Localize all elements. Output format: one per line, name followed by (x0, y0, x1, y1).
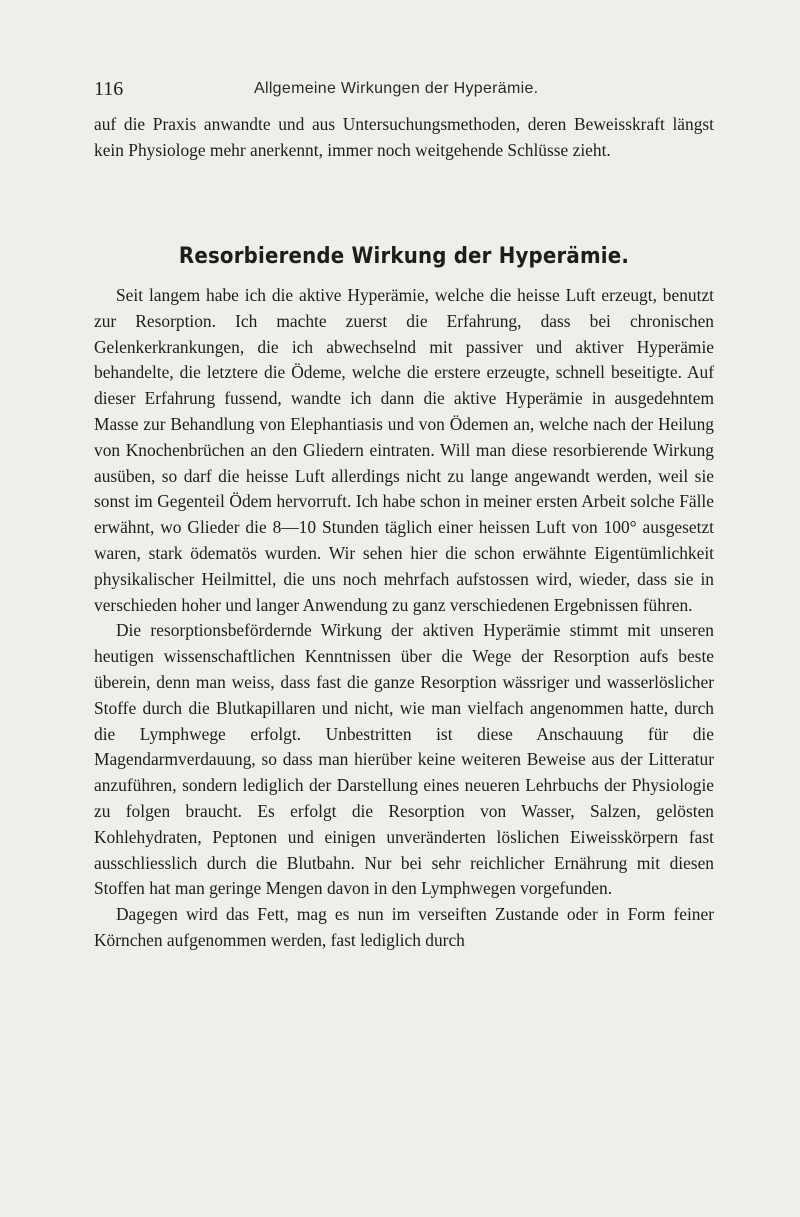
page-number: 116 (94, 78, 124, 100)
page-header (94, 78, 714, 104)
running-head: Allgemeine Wirkungen der Hyperämie. (254, 80, 539, 97)
intro-text (94, 112, 714, 163)
intro-paragraph: auf die Praxis anwandte und aus Untersuchungsmethoden, deren Beweisskraft längst kein Physiologe mehr anerkennt, immer noch weitgehende Schlüsse zieht. (94, 114, 714, 160)
paragraph-2: Die resorptionsbefördernde Wirkung der aktiven Hyperämie stimmt mit unseren heutigen wissenschaftlichen Kenntnissen über die Wege der Resorption aufs beste überein, denn man weiss, dass fast die ganze Resorption wässriger und wasserlöslicher Stoffe durch die Blutkapillaren und nicht, wie man vielfach angenommen hatte, durch die Lymphwege erfolgt. Unbestritten ist diese Anschauung für die Magendarmverdauung, so dass man hierüber keine weiteren Beweise aus der Litteratur anzuführen, sondern lediglich der Darstellung eines neueren Lehrbuchs der Physiologie zu folgen braucht. Es erfolgt die Resorption von Wasser, Salzen, gelösten Kohlehydraten, Peptonen und einigen unveränderten löslichen Eiweisskörpern fast ausschliesslich durch die Blutbahn. Nur bei sehr reichlicher Ernährung mit diesen Stoffen hat man geringe Mengen davon in den Lymphwegen vorgefunden. (94, 620, 714, 899)
paragraph-3: Dagegen wird das Fett, mag es nun im verseiften Zustande oder in Form feiner Körnchen aufgenommen werden, fast lediglich durch (94, 904, 714, 950)
section-body (94, 283, 714, 954)
section-heading: Resorbierende Wirkung der Hyperämie. (178, 244, 630, 269)
paragraph-1: Seit langem habe ich die aktive Hyperämie, welche die heisse Luft erzeugt, benutzt zur Resorption. Ich machte zuerst die Erfahrung, dass bei chronischen Gelenkerkrankungen, die ich abwechselnd mit passiver und aktiver Hyperämie behandelte, die letztere die Ödeme, welche die erstere erzeugte, schnell beseitigte. Auf dieser Erfahrung fussend, wandte ich dann die aktive Hyperämie in ausgedehntem Masse zur Behandlung von Elephantiasis und von Ödemen an, welche nach der Heilung von Knochenbrüchen an den Gliedern eintraten. Will man diese resorbierende Wirkung ausüben, so darf die heisse Luft allerdings nicht zu lange angewandt werden, weil sie sonst im Gegenteil Ödem hervorruft. Ich habe schon in meiner ersten Arbeit solche Fälle erwähnt, wo Glieder die 8—10 Stunden täglich einer heissen Luft von 100° ausgesetzt waren, stark ödematös wurden. Wir sehen hier die schon erwähnte Eigentümlichkeit physikalischer Heilmittel, die uns noch mehrfach aufstossen wird, wieder, dass sie in verschieden hoher und langer Anwendung zu ganz verschiedenen Ergebnissen führen. (94, 285, 714, 615)
